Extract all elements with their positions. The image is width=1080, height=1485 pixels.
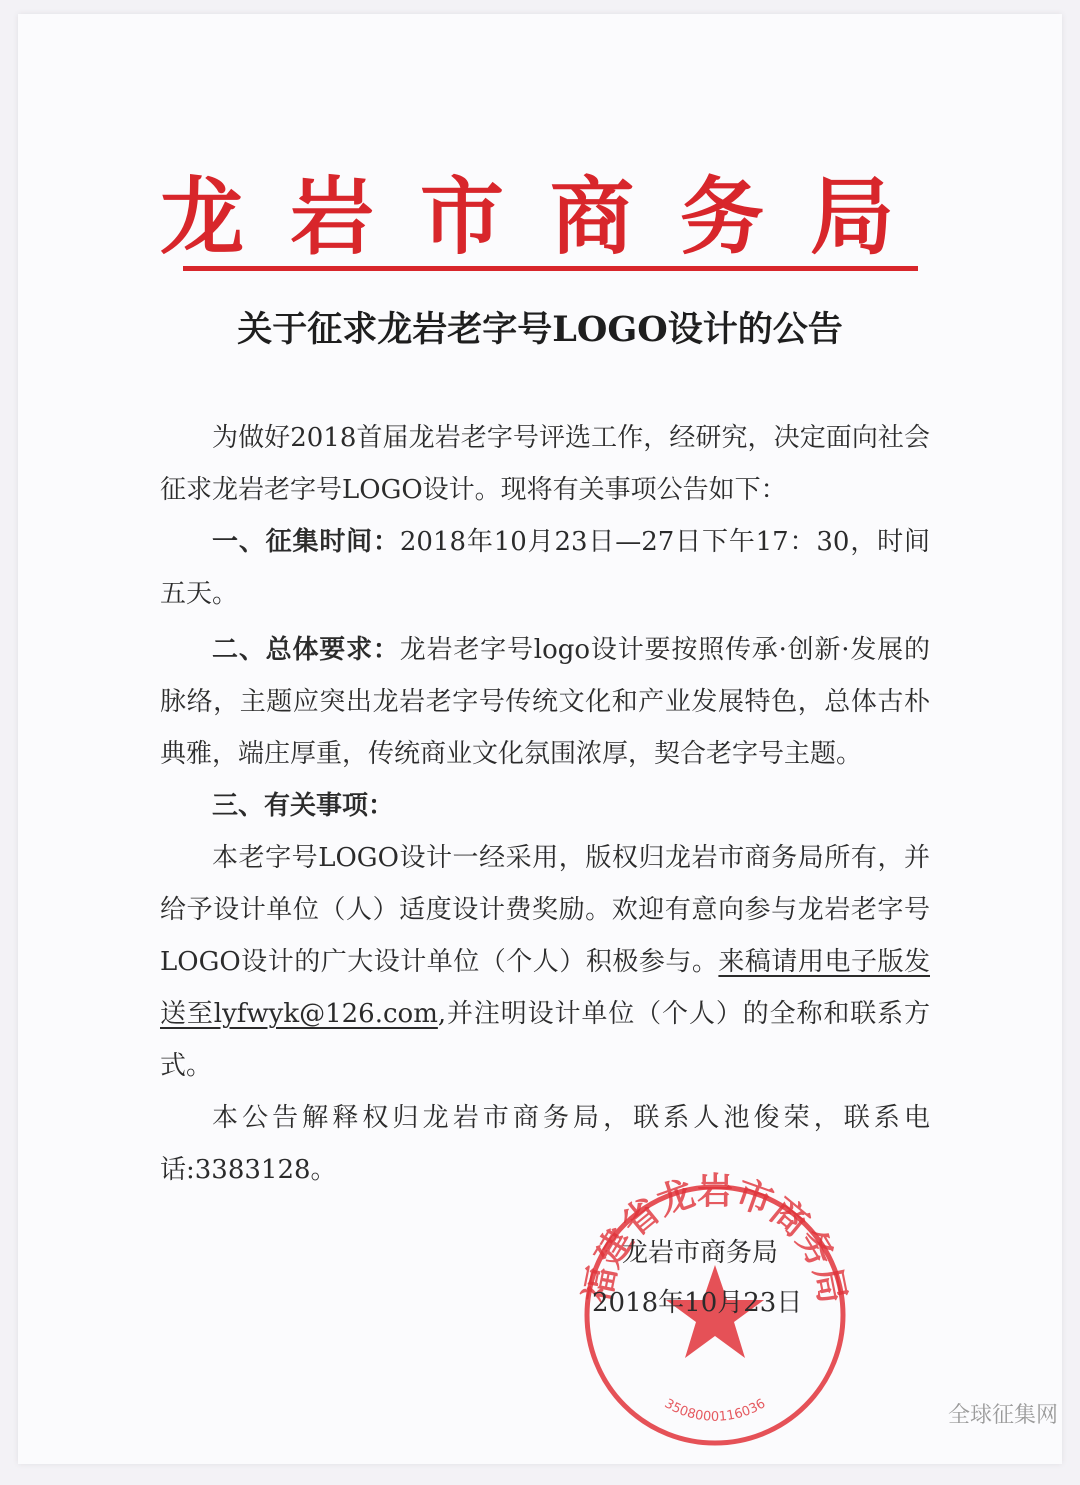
- section-3-text-a: 本老字号LOGO设计一经采用，版权归龙岩市商务局所有，并给予设计单位（人）适度设计费奖励。欢迎有意向参与龙岩老字号LOGO设计的广大设计单位（个人）积极参与。: [160, 843, 930, 977]
- section-3-text-b: ,并注明设计单位（个人）的全称和联系方式。: [160, 999, 931, 1081]
- org-letterhead: 龙岩市商务局: [160, 167, 941, 266]
- section-3-heading: 三、有关事项：: [212, 791, 395, 821]
- seal-text: 福建省龙岩市商务局: [576, 1170, 854, 1307]
- closing-paragraph: 本公告解释权归龙岩市商务局，联系人池俊荣，联系电话:3383128。: [160, 1103, 930, 1185]
- submission-email-instruction: 来稿请用电子版发送至lyfwyk@126.com: [160, 947, 930, 1029]
- section-1: [160, 516, 930, 620]
- signature-date: 2018年10月23日: [592, 1288, 803, 1318]
- site-watermark: 全球征集网: [947, 1403, 1058, 1428]
- intro-paragraph: 为做好2018首届龙岩老字号评选工作，经研究，决定面向社会征求龙岩老字号LOGO设计。现将有关事项公告如下：: [160, 423, 930, 505]
- svg-text:3508000116036: [662, 1396, 768, 1424]
- section-1-heading: 一、征集时间：: [212, 527, 400, 557]
- seal-code: 3508000116036: [661, 1396, 769, 1425]
- section-2: [160, 624, 930, 780]
- section-3-paragraph: [160, 832, 930, 1092]
- signature-org: 龙岩市商务局: [622, 1238, 779, 1268]
- red-divider: [183, 266, 918, 271]
- document-title: 关于征求龙岩老字号LOGO设计的公告: [237, 309, 843, 350]
- section-1-text: 2018年10月23日—27日下午17：30，时间五天。: [160, 527, 930, 609]
- notice-body: [160, 412, 930, 1196]
- section-2-heading: 二、总体要求：: [212, 635, 400, 665]
- section-2-text: 龙岩老字号logo设计要按照传承·创新·发展的脉络，主题应突出龙岩老字号传统文化和产业发展特色，总体古朴典雅，端庄厚重，传统商业文化氛围浓厚，契合老字号主题。: [160, 635, 930, 769]
- section-3: [160, 780, 930, 832]
